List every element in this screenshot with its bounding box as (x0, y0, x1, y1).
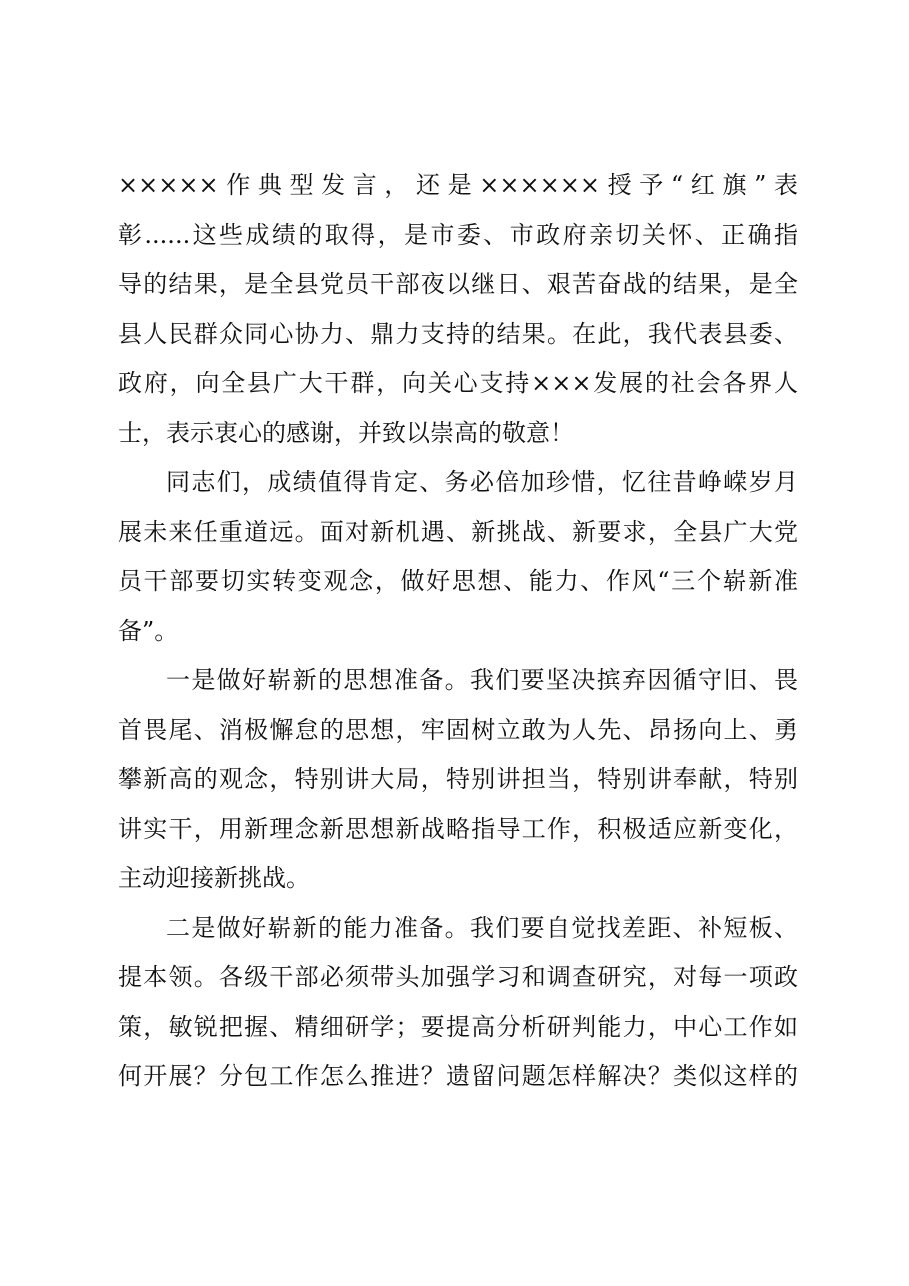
paragraph-first-line: 二是做好崭新的能力准备。我们要自觉找差距、补短板、 (166, 914, 798, 942)
text-line: 备”。 (118, 617, 179, 645)
paragraph-first-line: 一是做好崭新的思想准备。我们要坚决摈弃因循守旧、畏 (166, 666, 798, 694)
text-line: 彰......这些成绩的取得，是市委、市政府亲切关怀、正确指 (118, 221, 798, 249)
text-line: 提本领。各级干部必须带头加强学习和调查研究，对每一项政 (118, 963, 798, 991)
text-line: 主动迎接新挑战。 (118, 864, 310, 892)
text-line: 讲实干，用新理念新思想新战略指导工作，积极适应新变化， (118, 815, 798, 843)
text-line: 导的结果，是全县党员干部夜以继日、艰苦奋战的结果，是全 (118, 270, 798, 298)
text-line: 首畏尾、消极懈怠的思想，牢固树立敢为人先、昂扬向上、勇 (118, 716, 798, 744)
text-line: 士，表示衷心的感谢，并致以崇高的敬意！ (118, 419, 574, 447)
paragraph-first-line: 同志们，成绩值得肯定、务必倍加珍惜，忆往昔峥嵘岁月 (166, 468, 798, 496)
text-line: 员干部要切实转变观念，做好思想、能力、作风“三个崭新准 (118, 567, 798, 595)
text-line: 攀新高的观念，特别讲大局，特别讲担当，特别讲奉献，特别 (118, 765, 798, 793)
text-line: 何开展？分包工作怎么推进？遗留问题怎样解决？类似这样的 (118, 1062, 798, 1090)
text-line: 政府，向全县广大干群，向关心支持×××发展的社会各界人 (118, 369, 798, 397)
text-line: 策，敏锐把握、精细研学；要提高分析研判能力，中心工作如 (118, 1013, 798, 1041)
text-line: ×××××作典型发言，还是××××××授予“红旗”表 (118, 171, 798, 199)
text-line: 县人民群众同心协力、鼎力支持的结果。在此，我代表县委、 (118, 320, 798, 348)
text-line: 展未来任重道远。面对新机遇、新挑战、新要求，全县广大党 (118, 518, 798, 546)
